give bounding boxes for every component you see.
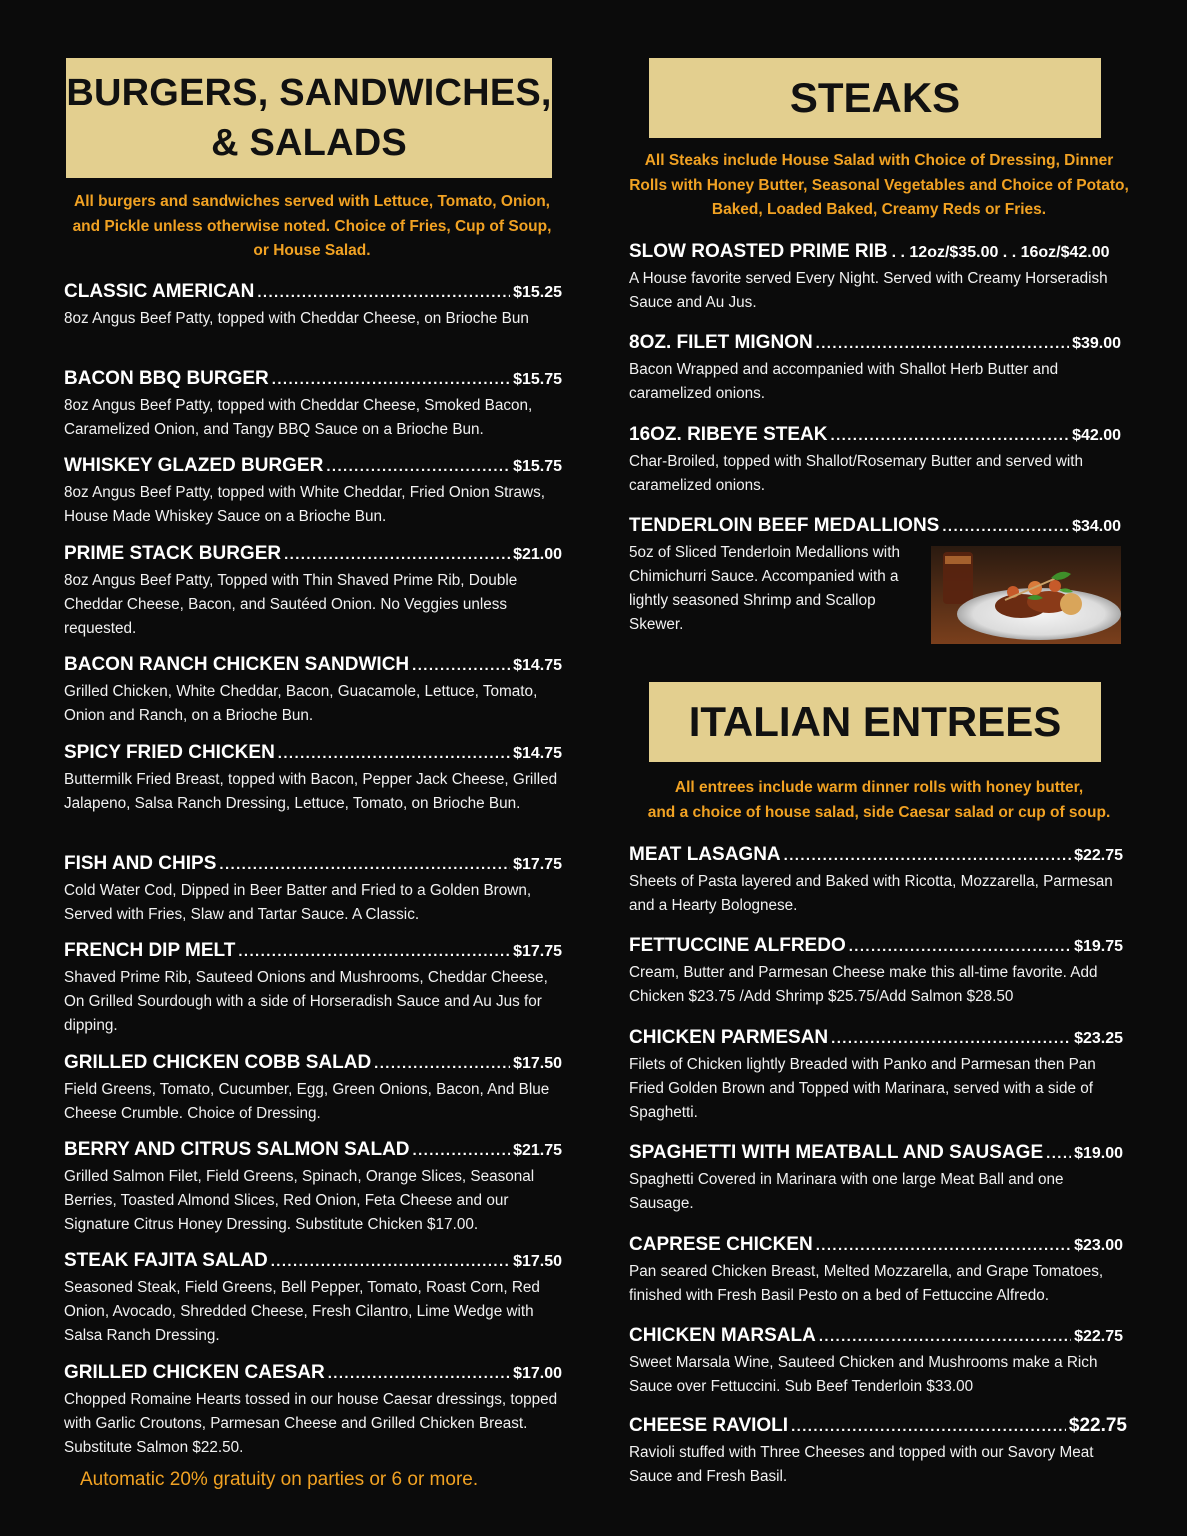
steaks-section-title: STEAKS	[649, 58, 1101, 138]
item-name: FETTUCCINE ALFREDO	[629, 935, 846, 956]
menu-item-filet-mignon	[629, 331, 1121, 406]
item-name: PRIME STACK BURGER	[64, 543, 282, 564]
dot-leader	[328, 1362, 510, 1386]
burgers-section-title	[66, 58, 552, 178]
menu-item-french-dip-melt	[64, 939, 562, 1038]
menu-item-berry-citrus-salmon-salad	[64, 1138, 562, 1237]
item-name: SPICY FRIED CHICKEN	[64, 742, 275, 763]
item-name: MEAT LASAGNA	[629, 844, 781, 865]
item-description: 8oz Angus Beef Patty, topped with White Cheddar, Fried Onion Straws, House Made Whiskey Sauce on a Brioche Bun.	[64, 484, 545, 525]
item-price: $22.75	[1074, 847, 1123, 864]
italian-note-line2: and a choice of house salad, side Caesar salad or cup of soup.	[647, 803, 1111, 821]
item-description: Grilled Salmon Filet, Field Greens, Spinach, Orange Slices, Seasonal Berries, Toasted Almond Slices, Red Onion, Feta Cheese and our Signature Citrus Honey Dressing. Substitute Chicken $17.00.	[64, 1168, 535, 1233]
dot-leader	[816, 1234, 1071, 1258]
dot-leader	[219, 853, 510, 877]
menu-item-chicken-marsala	[629, 1324, 1123, 1399]
item-description: Cream, Butter and Parmesan Cheese make this all-time favorite. Add Chicken $23.75 /Add Shrimp $25.75/Add Salmon $28.50	[629, 964, 1098, 1005]
item-price: $14.75	[513, 657, 562, 674]
item-name: 16OZ. RIBEYE STEAK	[629, 424, 828, 445]
menu-item-grilled-chicken-cobb-salad	[64, 1051, 562, 1126]
burgers-note: All burgers and sandwiches served with Lettuce, Tomato, Onion, and Pickle unless otherwise noted. Choice of Fries, Cup of Soup, or House Salad.	[72, 193, 552, 259]
item-description: Char-Broiled, topped with Shallot/Rosemary Butter and served with caramelized onions.	[629, 453, 1084, 494]
item-name: CHICKEN PARMESAN	[629, 1027, 829, 1048]
dot-leader	[272, 368, 510, 392]
item-name: SLOW ROASTED PRIME RIB	[629, 241, 888, 262]
item-price: $15.75	[513, 458, 562, 475]
italian-note	[629, 776, 1129, 825]
item-description: 8oz Angus Beef Patty, topped with Cheddar Cheese, on Brioche Bun	[64, 310, 529, 327]
item-price: $42.00	[1072, 427, 1121, 444]
menu-item-classic-american	[64, 280, 562, 331]
steaks-note: All Steaks include House Salad with Choice of Dressing, Dinner Rolls with Honey Butter, Seasonal Vegetables and Choice of Potato, Baked, Loaded Baked, Creamy Reds or Fries.	[629, 152, 1129, 218]
menu-item-meat-lasagna	[629, 843, 1123, 918]
dot-leader	[831, 1027, 1071, 1051]
item-name: FISH AND CHIPS	[64, 853, 217, 874]
item-description: Shaved Prime Rib, Sauteed Onions and Mushrooms, Cheddar Cheese, On Grilled Sourdough with a side of Horseradish Sauce and Au Jus for dipping.	[64, 969, 548, 1034]
dot-leader	[257, 281, 510, 305]
item-description: Buttermilk Fried Breast, topped with Bacon, Pepper Jack Cheese, Grilled Jalapeno, Salsa Ranch Dressing, Lettuce, Tomato, on Brioche Bun.	[64, 771, 558, 812]
item-price: $15.25	[513, 284, 562, 301]
item-price: $19.00	[1074, 1145, 1123, 1162]
item-price: $17.75	[513, 943, 562, 960]
dot-leader	[831, 424, 1070, 448]
item-description: 5oz of Sliced Tenderloin Medallions with Chimichurri Sauce. Accompanied with a lightly seasoned Shrimp and Scallop Skewer.	[629, 544, 900, 633]
menu-item-ribeye-steak	[629, 423, 1132, 498]
item-description: Spaghetti Covered in Marinara with one large Meat Ball and one Sausage.	[629, 1171, 1064, 1212]
item-name: GRILLED CHICKEN COBB SALAD	[64, 1052, 372, 1073]
item-price: $22.75	[1074, 1328, 1123, 1345]
item-description: Chopped Romaine Hearts tossed in our house Caesar dressings, topped with Garlic Croutons, Parmesan Cheese and Grilled Chicken Breast. Substitute Salmon $22.50.	[64, 1391, 558, 1456]
item-name: CHEESE RAVIOLI	[629, 1415, 789, 1436]
menu-item-fettuccine-alfredo	[629, 934, 1123, 1009]
item-name: BACON BBQ BURGER	[64, 368, 269, 389]
item-description: Field Greens, Tomato, Cucumber, Egg, Green Onions, Bacon, And Blue Cheese Crumble. Choice of Dressing.	[64, 1081, 550, 1122]
dot-leader	[784, 844, 1071, 868]
item-description: Ravioli stuffed with Three Cheeses and topped with our Savory Meat Sauce and Fresh Basil.	[629, 1444, 1094, 1485]
item-price: $23.00	[1074, 1237, 1123, 1254]
italian-section-title: ITALIAN ENTREES	[649, 682, 1101, 762]
dot-leader	[791, 1415, 1066, 1439]
item-name: 8OZ. FILET MIGNON	[629, 332, 813, 353]
item-name: WHISKEY GLAZED BURGER	[64, 455, 324, 476]
item-name: BACON RANCH CHICKEN SANDWICH	[64, 654, 410, 675]
item-description: Seasoned Steak, Field Greens, Bell Pepper, Tomato, Roast Corn, Red Onion, Avocado, Shredded Cheese, Fresh Cilantro, Lime Wedge with Salsa Ranch Dressing.	[64, 1279, 540, 1344]
dot-leader	[284, 543, 510, 567]
menu-item-caprese-chicken	[629, 1233, 1123, 1308]
item-description: Cold Water Cod, Dipped in Beer Batter and Fried to a Golden Brown, Served with Fries, Slaw and Tartar Sauce. A Classic.	[64, 882, 532, 923]
item-price: $21.75	[513, 1142, 562, 1159]
dot-leader	[278, 742, 510, 766]
dot-leader	[1046, 1142, 1071, 1166]
item-price: $17.00	[513, 1365, 562, 1382]
item-name: GRILLED CHICKEN CAESAR	[64, 1362, 325, 1383]
item-price: $17.75	[513, 856, 562, 873]
item-price: $34.00	[1072, 518, 1121, 535]
item-name: TENDERLOIN BEEF MEDALLIONS	[629, 515, 940, 536]
item-description: Filets of Chicken lightly Breaded with Panko and Parmesan then Pan Fried Golden Brown and Topped with Marinara, served with a side of Spaghetti.	[629, 1056, 1096, 1121]
menu-item-bacon-bbq-burger	[64, 367, 562, 442]
dot-leader	[849, 935, 1071, 959]
dot-leader	[238, 940, 510, 964]
item-description: Sheets of Pasta layered and Baked with Ricotta, Mozzarella, Parmesan and a Hearty Bolognese.	[629, 873, 1113, 914]
menu-item-spicy-fried-chicken	[64, 741, 562, 816]
item-price: $22.75	[1068, 1415, 1127, 1436]
burgers-title-line1: BURGERS, SANDWICHES,	[66, 72, 552, 114]
menu-item-whiskey-glazed-burger	[64, 454, 562, 529]
menu-item-prime-rib	[629, 240, 1132, 315]
item-name: CHICKEN MARSALA	[629, 1325, 816, 1346]
item-description: Grilled Chicken, White Cheddar, Bacon, Guacamole, Lettuce, Tomato, Onion and Ranch, on a Brioche Bun.	[64, 683, 538, 724]
dot-leader	[326, 455, 510, 479]
menu-item-grilled-chicken-caesar	[64, 1361, 562, 1460]
menu-item-chicken-parmesan	[629, 1026, 1123, 1125]
dot-leader	[816, 332, 1069, 356]
menu-item-spaghetti-meatball-sausage	[629, 1141, 1123, 1216]
dot-leader	[819, 1325, 1071, 1349]
tenderloin-dish-photo	[931, 546, 1121, 644]
item-name: FRENCH DIP MELT	[64, 940, 236, 961]
item-description: A House favorite served Every Night. Served with Creamy Horseradish Sauce and Au Jus.	[629, 270, 1108, 311]
menu-item-cheese-ravioli	[629, 1414, 1127, 1489]
item-price: $14.75	[513, 745, 562, 762]
burgers-title-line2: & SALADS	[211, 122, 407, 164]
item-price: $39.00	[1072, 335, 1121, 352]
item-price: $17.50	[513, 1253, 562, 1270]
dot-leader	[271, 1250, 510, 1274]
gratuity-notice: Automatic 20% gratuity on parties or 6 or more.	[80, 1469, 479, 1490]
item-description: Bacon Wrapped and accompanied with Shallot Herb Butter and caramelized onions.	[629, 361, 1059, 402]
item-description: 8oz Angus Beef Patty, Topped with Thin Shaved Prime Rib, Double Cheddar Cheese, Bacon, and Sautéed Onion. No Veggies unless requested.	[64, 572, 518, 637]
item-name: CLASSIC AMERICAN	[64, 281, 255, 302]
item-name: STEAK FAJITA SALAD	[64, 1250, 268, 1271]
menu-item-bacon-ranch-chicken-sandwich	[64, 653, 562, 728]
item-name: SPAGHETTI WITH MEATBALL AND SAUSAGE	[629, 1142, 1044, 1163]
item-description: Sweet Marsala Wine, Sauteed Chicken and Mushrooms make a Rich Sauce over Fettuccini. Sub Beef Tenderloin $33.00	[629, 1354, 1098, 1395]
dot-leader	[413, 1139, 511, 1163]
item-size-prices: . . 12oz/$35.00 . . 16oz/$42.00	[891, 244, 1110, 261]
item-price: $21.00	[513, 546, 562, 563]
menu-item-fish-and-chips	[64, 852, 562, 927]
italian-note-line1: All entrees include warm dinner rolls with honey butter,	[674, 779, 1084, 796]
item-name: CAPRESE CHICKEN	[629, 1234, 813, 1255]
item-name: BERRY AND CITRUS SALMON SALAD	[64, 1139, 410, 1160]
dot-leader	[942, 515, 1069, 539]
item-price: $23.25	[1074, 1030, 1123, 1047]
item-price: $19.75	[1074, 938, 1123, 955]
item-price: $17.50	[513, 1055, 562, 1072]
dot-leader	[412, 654, 510, 678]
item-description: 8oz Angus Beef Patty, topped with Cheddar Cheese, Smoked Bacon, Caramelized Onion, and Tangy BBQ Sauce on a Brioche Bun.	[64, 397, 533, 438]
menu-item-prime-stack-burger	[64, 542, 562, 641]
item-price: $15.75	[513, 371, 562, 388]
menu-item-steak-fajita-salad	[64, 1249, 562, 1348]
dot-leader	[374, 1052, 510, 1076]
item-description: Pan seared Chicken Breast, Melted Mozzarella, and Grape Tomatoes, finished with Fresh Basil Pesto on a bed of Fettuccine Alfredo.	[629, 1263, 1104, 1304]
